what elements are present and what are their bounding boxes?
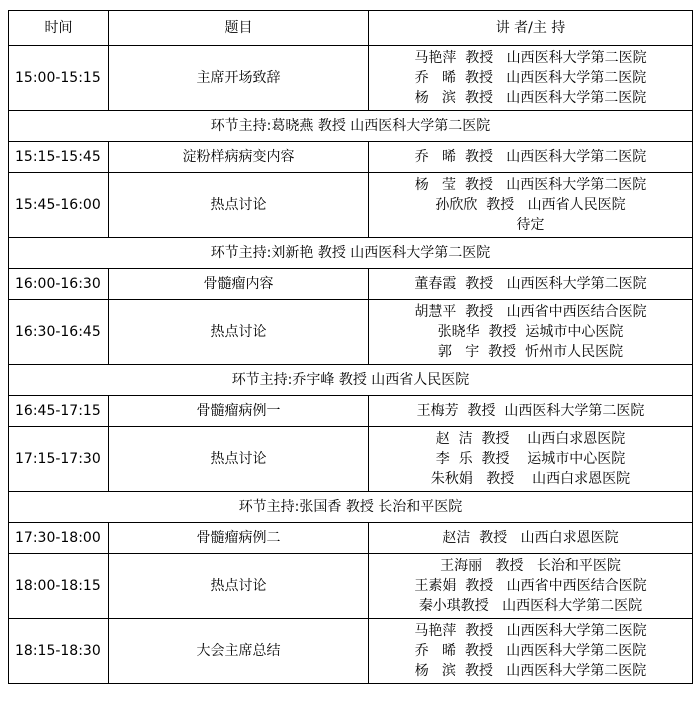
time-cell: 16:45-17:15 xyxy=(9,396,109,427)
session-host-row xyxy=(9,238,693,269)
time-cell: 16:30-16:45 xyxy=(9,300,109,365)
topic-cell: 骨髓瘤病例二 xyxy=(109,523,369,554)
speaker-line: 朱秋娟 教授 山西白求恩医院 xyxy=(430,471,631,487)
speaker-line: 乔 晞 教授 山西医科大学第二医院 xyxy=(414,149,647,165)
time-cell: 18:15-18:30 xyxy=(9,619,109,684)
schedule-row xyxy=(9,269,693,300)
speaker-cell xyxy=(369,554,693,619)
schedule-row xyxy=(9,173,693,238)
topic-cell: 大会主席总结 xyxy=(109,619,369,684)
speaker-line: 李 乐 教授 运城市中心医院 xyxy=(435,451,626,467)
topic-cell: 热点讨论 xyxy=(109,554,369,619)
session-host: 环节主持:张国香 教授 长治和平医院 xyxy=(9,492,693,523)
speaker-line: 乔 晞 教授 山西医科大学第二医院 xyxy=(414,70,647,86)
speaker-line: 杨 滨 教授 山西医科大学第二医院 xyxy=(414,90,647,106)
topic-cell: 主席开场致辞 xyxy=(109,46,369,111)
speaker-cell xyxy=(369,173,693,238)
time-cell: 15:45-16:00 xyxy=(9,173,109,238)
speaker-line: 张晓华 教授 运城市中心医院 xyxy=(437,324,624,340)
schedule-row xyxy=(9,523,693,554)
topic-cell: 热点讨论 xyxy=(109,173,369,238)
time-cell: 16:00-16:30 xyxy=(9,269,109,300)
speaker-cell xyxy=(369,142,693,173)
speaker-cell xyxy=(369,300,693,365)
schedule-row xyxy=(9,554,693,619)
speaker-cell xyxy=(369,46,693,111)
speaker-cell xyxy=(369,427,693,492)
header-speaker: 讲 者/主 持 xyxy=(369,11,693,46)
topic-cell: 淀粉样病病变内容 xyxy=(109,142,369,173)
time-cell: 18:00-18:15 xyxy=(9,554,109,619)
time-cell: 15:00-15:15 xyxy=(9,46,109,111)
schedule-row xyxy=(9,142,693,173)
schedule-row xyxy=(9,619,693,684)
header-topic: 题目 xyxy=(109,11,369,46)
header-time: 时间 xyxy=(9,11,109,46)
speaker-line: 孙欣欣 教授 山西省人民医院 xyxy=(435,197,626,213)
session-host: 环节主持:刘新艳 教授 山西医科大学第二医院 xyxy=(9,238,693,269)
time-cell: 15:15-15:45 xyxy=(9,142,109,173)
speaker-line: 王梅芳 教授 山西医科大学第二医院 xyxy=(416,403,645,419)
schedule-row xyxy=(9,427,693,492)
speaker-line: 马艳萍 教授 山西医科大学第二医院 xyxy=(414,50,647,66)
speaker-cell xyxy=(369,619,693,684)
topic-cell: 热点讨论 xyxy=(109,427,369,492)
speaker-line: 郭 宇 教授 忻州市人民医院 xyxy=(437,344,624,360)
session-host: 环节主持:葛晓燕 教授 山西医科大学第二医院 xyxy=(9,111,693,142)
schedule-table xyxy=(8,10,693,684)
session-host-row xyxy=(9,111,693,142)
speaker-line: 董春霞 教授 山西医科大学第二医院 xyxy=(414,276,647,292)
header-row xyxy=(9,11,693,46)
speaker-cell xyxy=(369,523,693,554)
speaker-cell xyxy=(369,269,693,300)
session-host-row xyxy=(9,492,693,523)
speaker-line: 杨 莹 教授 山西医科大学第二医院 xyxy=(414,177,647,193)
schedule-row xyxy=(9,46,693,111)
schedule-row xyxy=(9,396,693,427)
speaker-line: 王素娟 教授 山西省中西医结合医院 xyxy=(414,578,647,594)
speaker-line: 秦小琪教授 山西医科大学第二医院 xyxy=(418,598,643,614)
speaker-line: 马艳萍 教授 山西医科大学第二医院 xyxy=(414,623,647,639)
time-cell: 17:30-18:00 xyxy=(9,523,109,554)
session-host: 环节主持:乔宇峰 教授 山西省人民医院 xyxy=(9,365,693,396)
time-cell: 17:15-17:30 xyxy=(9,427,109,492)
speaker-cell xyxy=(369,396,693,427)
speaker-line: 胡慧平 教授 山西省中西医结合医院 xyxy=(414,304,647,320)
topic-cell: 热点讨论 xyxy=(109,300,369,365)
speaker-line: 赵 洁 教授 山西白求恩医院 xyxy=(435,431,626,447)
session-host-row xyxy=(9,365,693,396)
speaker-line: 王海丽 教授 长治和平医院 xyxy=(440,558,621,574)
speaker-line: 乔 晞 教授 山西医科大学第二医院 xyxy=(414,643,647,659)
speaker-line: 赵洁 教授 山西白求恩医院 xyxy=(442,530,619,546)
topic-cell: 骨髓瘤内容 xyxy=(109,269,369,300)
topic-cell: 骨髓瘤病例一 xyxy=(109,396,369,427)
speaker-line: 待定 xyxy=(516,217,545,233)
speaker-line: 杨 滨 教授 山西医科大学第二医院 xyxy=(414,663,647,679)
schedule-row xyxy=(9,300,693,365)
schedule-body xyxy=(9,46,693,684)
